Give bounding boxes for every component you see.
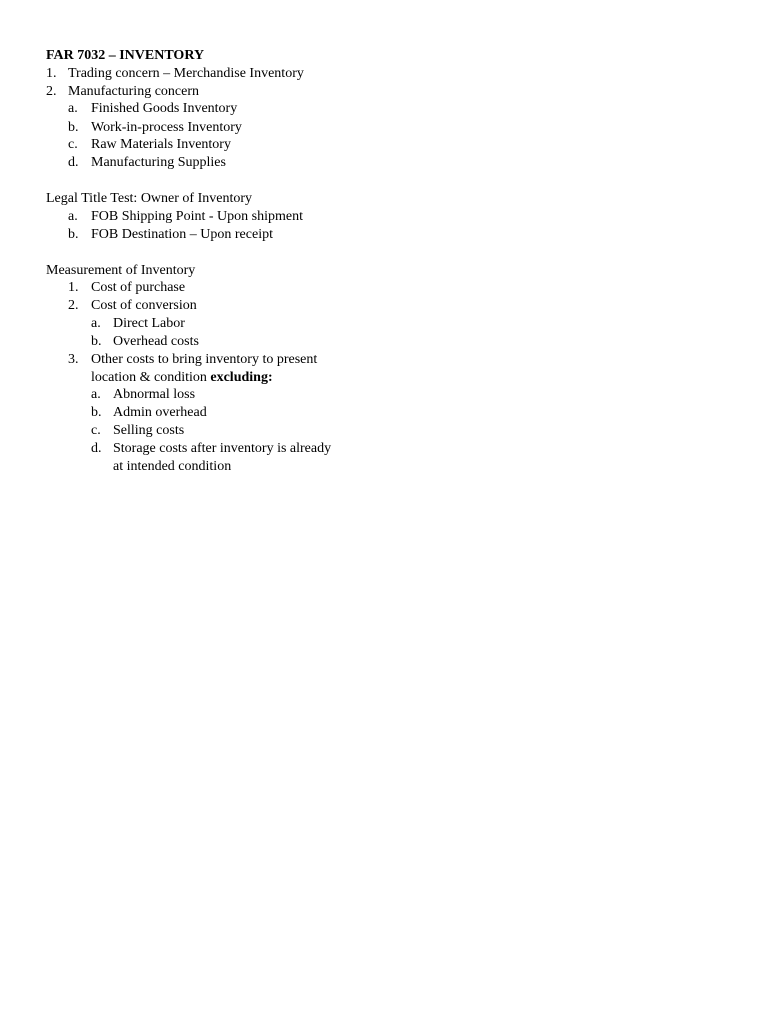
- list-marker: 2.: [46, 84, 57, 99]
- list-marker: b.: [91, 405, 102, 420]
- list-item: Trading concern – Merchandise Inventory: [68, 66, 304, 81]
- document-title: FAR 7032 – INVENTORY: [46, 48, 205, 63]
- list-item-continued: [91, 369, 273, 386]
- list-marker: a.: [91, 387, 101, 402]
- list-item: Raw Materials Inventory: [91, 137, 231, 152]
- list-item: Selling costs: [113, 423, 185, 438]
- list-item: FOB Destination – Upon receipt: [91, 227, 273, 242]
- list-marker: c.: [68, 137, 78, 152]
- list-item-text: location & condition: [91, 370, 211, 385]
- list-item: Storage costs after inventory is already: [113, 441, 332, 456]
- list-marker: d.: [68, 155, 79, 170]
- emphasis-text: excluding:: [210, 370, 273, 385]
- list-item: Cost of purchase: [91, 280, 186, 295]
- list-item: Work-in-process Inventory: [91, 120, 242, 135]
- list-item: Overhead costs: [113, 334, 199, 349]
- list-item: FOB Shipping Point - Upon shipment: [91, 209, 303, 224]
- list-item-continued: at intended condition: [113, 459, 232, 474]
- list-marker: d.: [91, 441, 102, 456]
- list-item: Other costs to bring inventory to present: [91, 352, 318, 367]
- measurement-heading: Measurement of Inventory: [46, 263, 196, 278]
- list-item: Admin overhead: [113, 405, 207, 420]
- list-marker: a.: [68, 101, 78, 116]
- list-item: Manufacturing concern: [68, 84, 199, 99]
- list-marker: 1.: [68, 280, 79, 295]
- list-item: Cost of conversion: [91, 298, 197, 313]
- list-marker: a.: [68, 209, 78, 224]
- list-item: Direct Labor: [113, 316, 185, 331]
- list-marker: b.: [91, 334, 102, 349]
- list-marker: 3.: [68, 352, 79, 367]
- list-marker: c.: [91, 423, 101, 438]
- list-marker: a.: [91, 316, 101, 331]
- list-marker: b.: [68, 227, 79, 242]
- list-marker: 1.: [46, 66, 57, 81]
- legal-title-heading: Legal Title Test: Owner of Inventory: [46, 191, 253, 206]
- list-marker: b.: [68, 120, 79, 135]
- list-item: Manufacturing Supplies: [91, 155, 226, 170]
- list-item: Finished Goods Inventory: [91, 101, 238, 116]
- list-marker: 2.: [68, 298, 79, 313]
- list-item: Abnormal loss: [113, 387, 196, 402]
